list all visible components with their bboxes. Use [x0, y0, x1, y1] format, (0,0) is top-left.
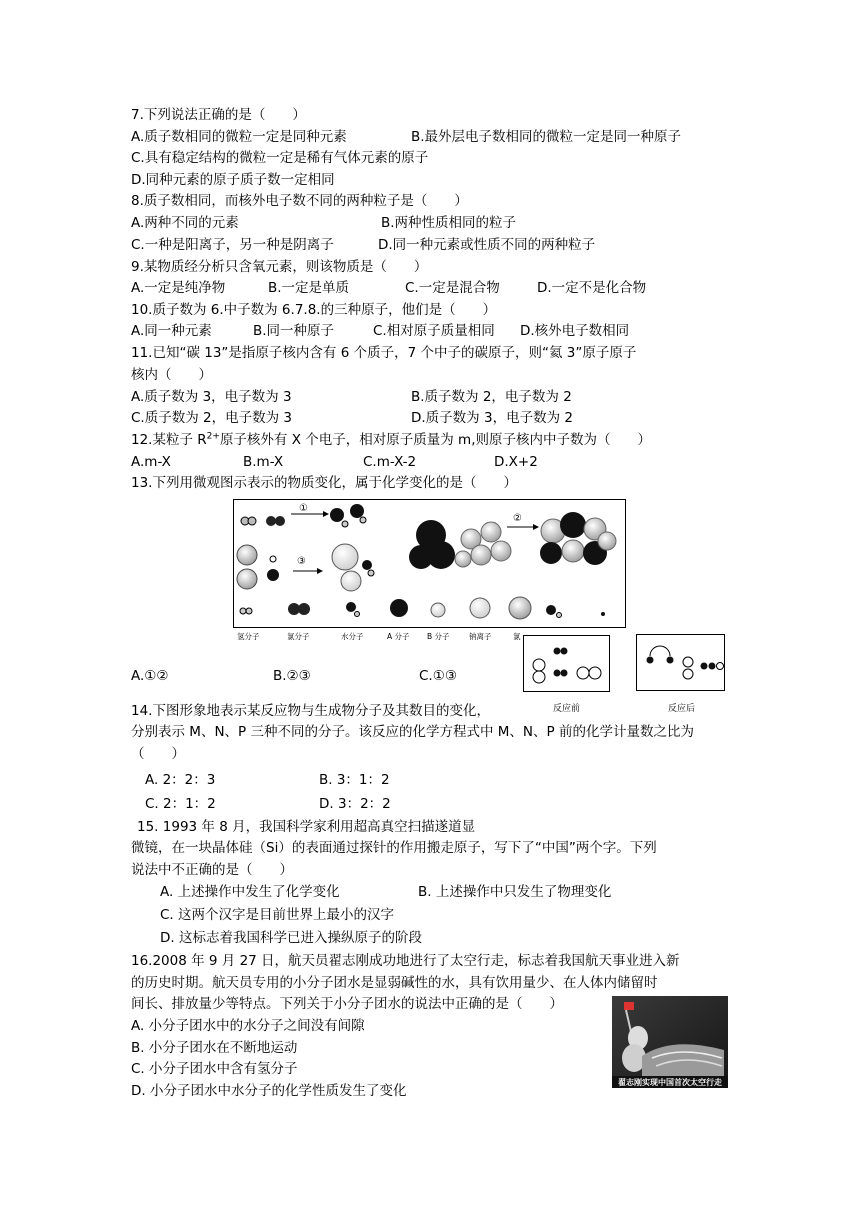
q7-stem: 7.下列说法正确的是（ ）: [131, 107, 306, 123]
q15-option-c: C. 这两个汉字是目前世界上最小的汉字: [160, 907, 395, 923]
q12-option-a: A.m-X: [131, 454, 171, 470]
q11-option-d: D.质子数为 3，电子数为 2: [411, 410, 573, 426]
q10-option-b: B.同一种原子: [253, 323, 335, 339]
q14-after-label: 反应后: [668, 704, 696, 714]
arrow-2-label: ②: [513, 513, 522, 524]
arrow-1-label: ①: [299, 503, 308, 514]
q11-option-a: A.质子数为 3，电子数为 3: [131, 389, 292, 405]
legend-labels: [237, 631, 521, 641]
q11-stem-line2: 核内（ ）: [131, 367, 212, 383]
legend-chlorine: 氯分子: [287, 632, 310, 641]
q10-option-c: C.相对原子质量相同: [373, 323, 495, 339]
q15-stem-line3: 说法中不正确的是（ ）: [131, 862, 293, 878]
q8-option-a: A.两种不同的元素: [131, 215, 239, 231]
q15-stem-line2: 微镜，在一块晶体硅（Si）的表面通过探针的作用搬走原子，写下了“中国”两个字。下列: [131, 840, 657, 856]
q8-stem: 8.质子数相同，而核外电子数不同的两种粒子是（ ）: [131, 193, 468, 209]
q15-stem-line1: 15. 1993 年 8 月，我国科学家利用超高真空扫描遂道显: [137, 819, 476, 835]
q15-option-b: B. 上述操作中只发生了物理变化: [418, 884, 612, 900]
q7-option-d: D.同种元素的原子质子数一定相同: [131, 172, 335, 188]
legend-a-molecule: A 分子: [387, 632, 410, 641]
q10-option-a: A.同一种元素: [131, 323, 212, 339]
q13-stem: 13.下列用微观图示表示的物质变化，属于化学变化的是（ ）: [131, 475, 517, 491]
q16-option-b: B. 小分子团水在不断地运动: [131, 1040, 298, 1056]
legend-sodium-ion: 钠离子: [469, 632, 492, 641]
q11-option-c: C.质子数为 2，电子数为 3: [131, 410, 292, 426]
q14-option-b: B. 3：1：2: [319, 772, 390, 788]
q9-option-b: B.一定是单质: [268, 280, 350, 296]
q13-micro-figure: [233, 499, 626, 647]
q14-stem-line2: 分别表示 M、N、P 三种不同的分子。该反应的化学方程式中 M、N、P 前的化学计量数之比为: [131, 724, 694, 740]
q7-option-c: C.具有稳定结构的微粒一定是稀有气体元素的原子: [131, 150, 429, 166]
q7-option-a: A.质子数相同的微粒一定是同种元素: [131, 129, 347, 145]
q12-stem-post: 原子核外有 X 个电子，相对原子质量为 m,则原子核内中子数为（ ）: [219, 432, 652, 448]
q12-stem: [131, 429, 651, 451]
q14-stem-line1: 14.下图形象地表示某反应物与生成物分子及其数目的变化，: [131, 703, 490, 719]
q16-stem-line2: 的历史时期。航天员专用的小分子团水是显弱碱性的水，具有饮用量少、在人体内储留时: [131, 975, 658, 991]
q10-option-d: D.核外电子数相同: [520, 323, 630, 339]
q10-stem: 10.质子数为 6.中子数为 6.7.8.的三种原子，他们是（ ）: [131, 302, 497, 318]
q13-option-c: C.①③: [419, 668, 457, 684]
q14-stem-line3: （ ）: [131, 746, 185, 762]
q12-stem-pre: 12.某粒子 R: [131, 432, 207, 448]
q14-before-figure: [523, 635, 611, 693]
q14-option-c: C. 2：1：2: [145, 796, 216, 812]
legend-hydrogen: 氢分子: [237, 632, 260, 641]
q9-option-d: D.一定不是化合物: [537, 280, 647, 296]
q12-option-d: D.X+2: [494, 454, 538, 470]
q14-before-label: 反应前: [553, 704, 581, 714]
legend-b-molecule: B 分子: [427, 632, 450, 641]
arrow-3-label: ③: [297, 556, 306, 567]
q12-stem-superscript: 2+: [206, 431, 220, 442]
q16-option-d: D. 小分子团水中水分子的化学性质发生了变化: [131, 1083, 407, 1099]
flag-icon: [624, 1002, 634, 1010]
photo-caption: 翟志刚实现中国首次太空行走: [618, 1078, 722, 1087]
q14-option-d: D. 3：2：2: [319, 796, 391, 812]
q8-option-d: D.同一种元素或性质不同的两种粒子: [378, 237, 596, 253]
q16-stem-line1: 16.2008 年 9 月 27 日，航天员翟志刚成功地进行了太空行走，标志着我国航天事业进入新: [131, 953, 680, 969]
q11-option-b: B.质子数为 2，电子数为 2: [411, 389, 572, 405]
q14-option-a: A. 2：2：3: [145, 772, 216, 788]
q13-option-b: B.②③: [273, 668, 311, 684]
q7-option-b: B.最外层电子数相同的微粒一定是同一种原子: [411, 129, 682, 145]
q16-stem-line3: 间长、排放量少等特点。下列关于小分子团水的说法中正确的是（ ）: [131, 996, 563, 1012]
q12-option-c: C.m-X-2: [363, 454, 417, 470]
q13-option-a: A.①②: [131, 668, 169, 684]
q9-option-a: A.一定是纯净物: [131, 280, 226, 296]
q12-option-b: B.m-X: [243, 454, 284, 470]
q14-after-figure: [636, 634, 726, 692]
astronaut-spacewalk-photo: [612, 996, 728, 1088]
legend-water: 水分子: [341, 632, 364, 641]
q9-option-c: C.一定是混合物: [405, 280, 500, 296]
q9-stem: 9.某物质经分析只含氧元素，则该物质是（ ）: [131, 259, 428, 275]
q11-stem-line1: 11.已知“碳 13”是指原子核内含有 6 个质子，7 个中子的碳原子，则“氦 3”原子原子: [131, 345, 637, 361]
q16-option-a: A. 小分子团水中的水分子之间没有间隙: [131, 1018, 365, 1034]
legend-chlorine-ion: 氯: [513, 632, 521, 641]
q8-option-c: C.一种是阳离子，另一种是阴离子: [131, 237, 334, 253]
q16-option-c: C. 小分子团水中含有氢分子: [131, 1061, 298, 1077]
q8-option-b: B.两种性质相同的粒子: [381, 215, 517, 231]
q15-option-d: D. 这标志着我国科学已进入操纵原子的阶段: [160, 930, 422, 946]
q15-option-a: A. 上述操作中发生了化学变化: [160, 884, 340, 900]
